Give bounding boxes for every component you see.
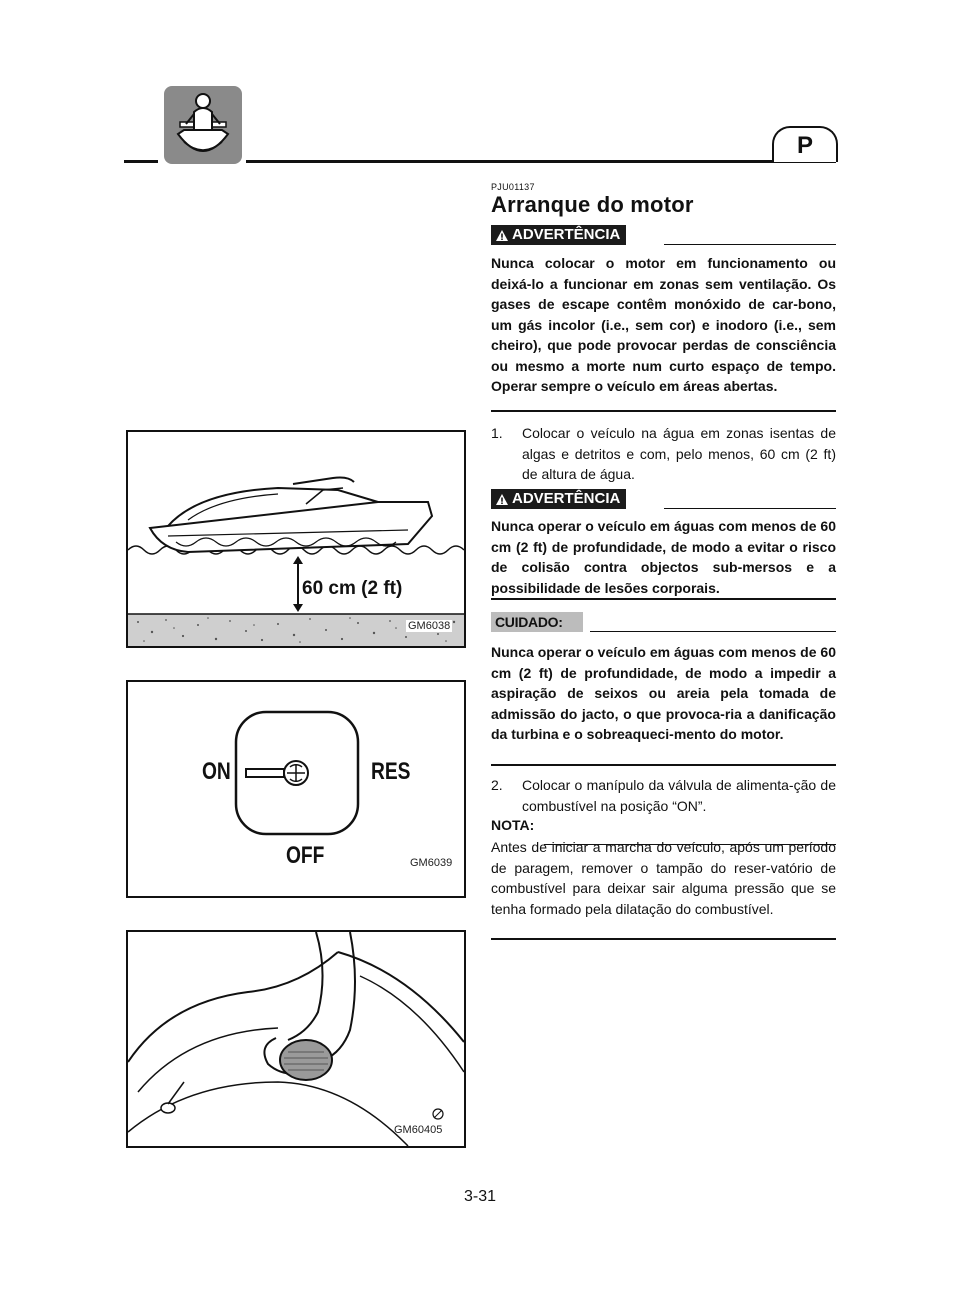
warning-end-rule (491, 410, 836, 412)
figure-water-depth (126, 430, 466, 648)
caution-banner-line (590, 631, 836, 633)
watercraft-illustration (128, 432, 464, 646)
warning-icon (495, 493, 509, 506)
figure-code: GM6039 (410, 857, 453, 869)
step-text: Colocar o manípulo da válvula de alimenta-ção de combustível na posição “ON”. (522, 777, 836, 814)
step-text: Colocar o veículo na água em zonas isentas de algas e detritos e com, pelo menos, 60 cm (2 ft) de altura de água. (522, 425, 836, 482)
warning-banner-row-2 (491, 489, 836, 511)
step-1 (491, 423, 836, 485)
language-badge: P (772, 126, 838, 162)
caution-label: CUIDADO: (495, 614, 563, 630)
page-title: Arranque do motor (491, 192, 694, 217)
figure-code: GM60405 (394, 1124, 443, 1136)
fuel-cap-illustration (128, 932, 464, 1146)
page-number: 3-31 (463, 1188, 497, 1205)
figure-fuel-cap (126, 930, 466, 1148)
warning-icon (495, 229, 509, 242)
caution-banner-row (491, 612, 836, 634)
valve-res-label: RES (371, 758, 411, 785)
section-code: PJU01137 (491, 182, 535, 192)
caution-text: Nunca operar o veículo em águas com menos de 60 cm (2 ft) de profundidade, de modo a impedir a aspiração de seixos ou areia pela tomada de admissão do jacto, o que provoca-ria a danificação da turbina e o sobreaqueci-mento do motor. (491, 644, 836, 742)
warning-banner-row (491, 225, 836, 247)
valve-off-label: OFF (286, 842, 325, 869)
warning-text: Nunca colocar o motor em funcionamento ou deixá-lo a funcionar em zonas sem ventilação. Os gases de escape contêm monóxido de car-bono, um gás incolor (i.e., sem cor) e inodoro (i.e., sem cheiro), que pode provocar perdas de consciência ou mesmo a morte num curto espaço de tempo. Operar sempre o veículo em áreas abertas. (491, 255, 836, 394)
note-text: Antes de iniciar a marcha do veículo, após um período de paragem, remover o tampão do reser-vatório de combustível para deixar sair alguma pressão que se tenha formado pela dilatação do combustível. (491, 839, 836, 917)
warning-text-2: Nunca operar o veículo em águas com menos de 60 cm (2 ft) de profundidade, de modo a evitar o risco de colisão contra objectos sub-mersos e a possibilidade de lesões corporais. (491, 518, 836, 596)
step-2 (491, 775, 836, 816)
header-rule-left (124, 160, 158, 163)
step-number: 1. (491, 425, 503, 441)
warning-banner (491, 225, 626, 245)
caution-banner (491, 612, 583, 632)
valve-on-label: ON (202, 758, 231, 785)
note-end-rule (491, 938, 836, 940)
warning-label: ADVERTÊNCIA (512, 490, 621, 507)
caution-end-rule (491, 764, 836, 766)
step-number: 2. (491, 777, 503, 793)
note-label: NOTA: (491, 817, 535, 833)
warning-banner-2 (491, 489, 626, 509)
watercraft-rider-icon (164, 86, 242, 164)
warning-banner-line (664, 244, 836, 246)
warning-label: ADVERTÊNCIA (512, 226, 621, 243)
warning-end-rule-2 (491, 598, 836, 600)
figure-fuel-valve (126, 680, 466, 898)
note-header (491, 817, 836, 839)
warning-banner-line (664, 508, 836, 510)
header-rule-right (246, 160, 836, 163)
depth-label: 60 cm (2 ft) (302, 578, 403, 599)
figure-code: GM6038 (408, 620, 451, 632)
